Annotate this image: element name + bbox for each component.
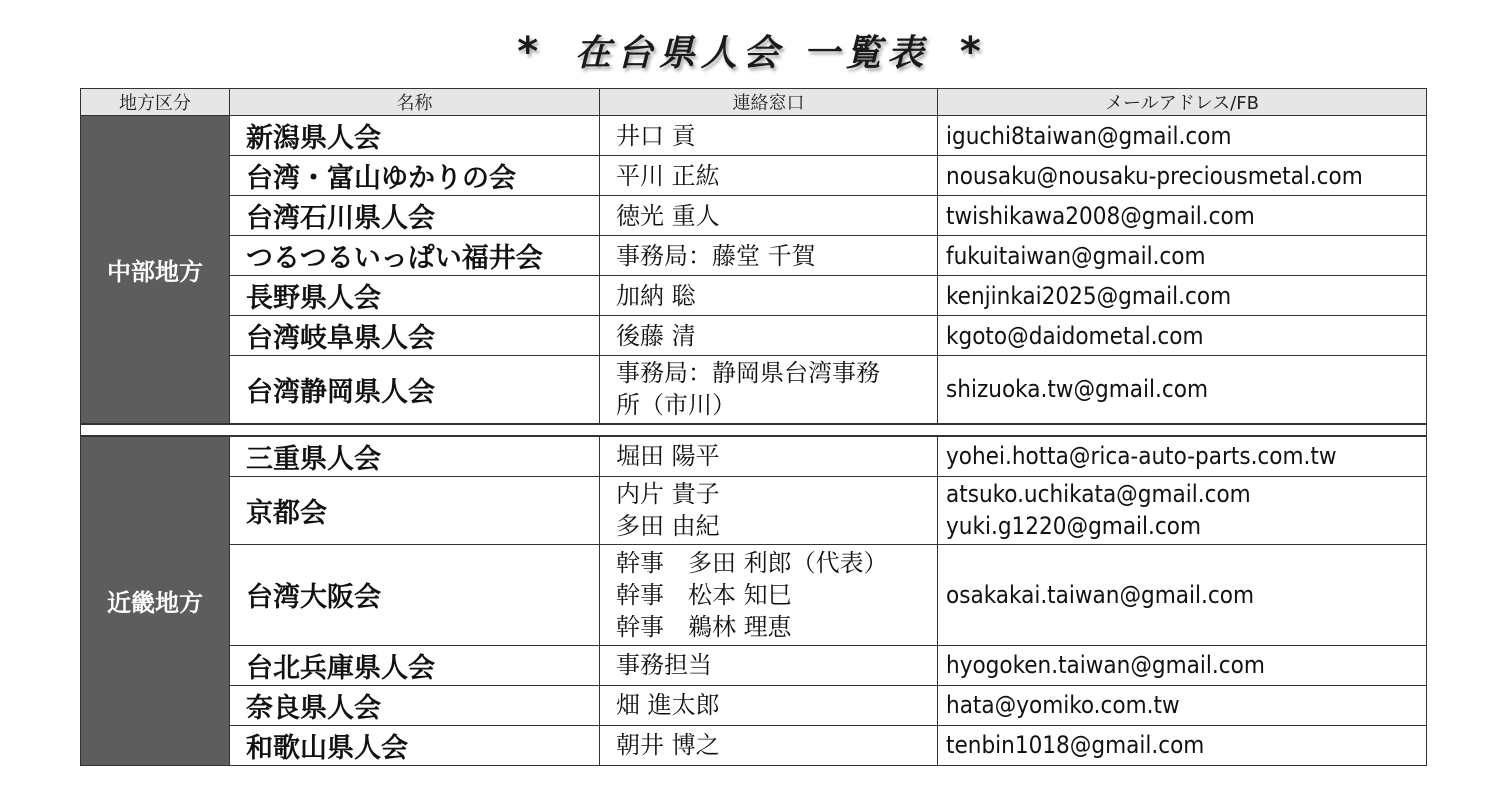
contact-person: 事務局：藤堂 千賀 <box>616 241 816 270</box>
table-row <box>81 276 1427 316</box>
contact-person: 幹事 多田 利郎（代表） <box>616 548 888 577</box>
contact-person: 後藤 清 <box>616 321 696 350</box>
mail-cell <box>938 276 1427 316</box>
contact-person: 事務局：静岡県台湾事務 <box>616 359 880 388</box>
contact-cell <box>600 316 938 356</box>
email-link[interactable]: hyogoken.taiwan@gmail.com <box>946 651 1265 679</box>
contact-cell <box>600 356 938 424</box>
group-separator <box>81 424 1427 436</box>
page-title <box>0 24 1504 80</box>
email-link[interactable]: hata@yomiko.com.tw <box>946 691 1180 719</box>
table-row <box>81 316 1427 356</box>
contact-cell <box>600 236 938 276</box>
association-name: 和歌山県人会 <box>230 725 600 765</box>
prefecture-association-table <box>80 88 1427 766</box>
mail-cell <box>938 436 1427 477</box>
association-name: 三重県人会 <box>230 436 600 477</box>
contact-cell <box>600 476 938 544</box>
mail-cell <box>938 725 1427 765</box>
association-name: 台湾岐阜県人会 <box>230 316 600 356</box>
title-star-left: * <box>517 29 545 75</box>
contact-person: 多田 由紀 <box>616 512 720 540</box>
table-row <box>81 116 1427 156</box>
table-row <box>81 196 1427 236</box>
association-name: 台湾・富山ゆかりの会 <box>230 156 600 196</box>
contact-cell <box>600 685 938 725</box>
email-link[interactable]: tenbin1018@gmail.com <box>946 731 1205 759</box>
association-name: 台湾大阪会 <box>230 544 600 645</box>
contact-cell <box>600 544 938 645</box>
mail-cell <box>938 356 1427 424</box>
association-name: 長野県人会 <box>230 276 600 316</box>
contact-cell <box>600 116 938 156</box>
contact-person: 畑 進太郎 <box>616 691 720 719</box>
mail-cell <box>938 236 1427 276</box>
email-link[interactable]: shizuoka.tw@gmail.com <box>946 375 1208 404</box>
association-name: 京都会 <box>230 476 600 544</box>
region-cell-kinki: 近畿地方 <box>81 436 230 766</box>
email-link[interactable]: osakakai.taiwan@gmail.com <box>946 580 1254 609</box>
email-link[interactable]: kgoto@daidometal.com <box>946 321 1204 350</box>
contact-person: 事務担当 <box>616 651 712 679</box>
contact-cell <box>600 196 938 236</box>
association-name: 台湾石川県人会 <box>230 196 600 236</box>
header-mail: メールアドレス/FB <box>938 89 1427 116</box>
contact-person: 井口 貢 <box>616 121 696 150</box>
title-star-right: * <box>959 29 987 75</box>
table-row <box>81 645 1427 685</box>
title-text: 在台県人会 一覧表 <box>574 33 930 74</box>
table-row <box>81 356 1427 424</box>
header-region: 地方区分 <box>81 89 230 116</box>
header-contact: 連絡窓口 <box>600 89 938 116</box>
mail-cell <box>938 316 1427 356</box>
association-name: 新潟県人会 <box>230 116 600 156</box>
contact-cell <box>600 436 938 477</box>
association-name: 奈良県人会 <box>230 685 600 725</box>
region-cell-chubu: 中部地方 <box>81 116 230 424</box>
email-link[interactable]: yuki.g1220@gmail.com <box>946 512 1202 540</box>
contact-cell <box>600 645 938 685</box>
association-name: つるつるいっぱい福井会 <box>230 236 600 276</box>
contact-person: 堀田 陽平 <box>616 442 720 470</box>
table-row <box>81 436 1427 477</box>
table-row <box>81 156 1427 196</box>
table-header-row <box>81 89 1427 116</box>
table-row <box>81 236 1427 276</box>
email-link[interactable]: atsuko.uchikata@gmail.com <box>946 480 1251 508</box>
email-link[interactable]: nousaku@nousaku-preciousmetal.com <box>946 161 1363 190</box>
table-row <box>81 544 1427 645</box>
mail-cell <box>938 544 1427 645</box>
contact-person: 幹事 松本 知巳 <box>616 580 792 609</box>
contact-person: 幹事 鵜林 理恵 <box>616 612 792 641</box>
contact-person: 朝井 博之 <box>616 731 720 759</box>
mail-cell <box>938 645 1427 685</box>
contact-person: 平川 正紘 <box>616 161 720 190</box>
table-row <box>81 685 1427 725</box>
mail-cell <box>938 116 1427 156</box>
email-link[interactable]: fukuitaiwan@gmail.com <box>946 241 1206 270</box>
table-row <box>81 476 1427 544</box>
email-link[interactable]: iguchi8taiwan@gmail.com <box>946 121 1232 150</box>
mail-cell <box>938 476 1427 544</box>
header-name: 名称 <box>230 89 600 116</box>
contact-person: 内片 貴子 <box>616 480 720 508</box>
email-link[interactable]: twishikawa2008@gmail.com <box>946 201 1255 230</box>
contact-cell <box>600 276 938 316</box>
contact-cell <box>600 725 938 765</box>
contact-person: 所（市川） <box>616 391 736 420</box>
email-link[interactable]: kenjinkai2025@gmail.com <box>946 281 1232 310</box>
contact-person: 徳光 重人 <box>616 201 720 230</box>
mail-cell <box>938 156 1427 196</box>
association-name: 台湾静岡県人会 <box>230 356 600 424</box>
mail-cell <box>938 196 1427 236</box>
email-link[interactable]: yohei.hotta@rica-auto-parts.com.tw <box>946 442 1337 470</box>
mail-cell <box>938 685 1427 725</box>
contact-person: 加納 聡 <box>616 281 696 310</box>
table-row <box>81 725 1427 765</box>
association-name: 台北兵庫県人会 <box>230 645 600 685</box>
contact-cell <box>600 156 938 196</box>
